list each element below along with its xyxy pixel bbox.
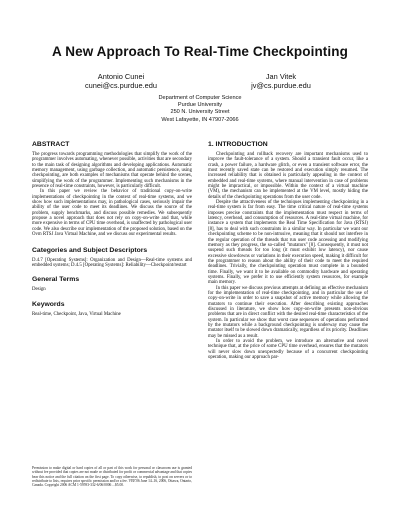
keywords-text: Real-time, Checkpoint, Java, Virtual Machine (32, 311, 121, 317)
affiliation-street: 250 N. University Street (170, 109, 230, 116)
general-terms-text: Design (32, 287, 46, 293)
affiliation-dept: Department of Computer Science (158, 95, 242, 101)
author-name: Jan Vitek (265, 72, 297, 81)
intro-paragraph: In order to avoid the problem, we introduce an alternative and novel technique that, at the price of some CPU time overhead, ensures that the mutators will never slow down unexpectedly because of a concurrent checkpointing operation, making our approach par- (208, 339, 368, 361)
author-block (62, 72, 180, 90)
affiliation-city: West Lafayette, IN 47907-2066 (161, 116, 239, 123)
right-column (208, 141, 368, 360)
keywords-heading: Keywords (32, 300, 65, 308)
introduction-heading: 1. INTRODUCTION (208, 141, 268, 148)
author-name: Antonio Cunei (97, 72, 145, 81)
affiliation (0, 95, 400, 124)
author-block (222, 72, 340, 90)
abstract-paragraph: The progress towards programming methodologies that simplify the work of the programmer involves automating, whenever possible, activities that are secondary to the main task of designing algorithms and developing applications. Automatic memory management, using garbage collection, and automatic persistence, using checkpointing, are both examples of mechanisms that operate behind the scenes, simplifying the work of the programmer. Implementing such mechanisms in the presence of real-time constraints, however, is particularly difficult. (32, 152, 192, 190)
intro-paragraph: In this paper we discuss previous attempts at defining an effective mechanism for the implementation of real-time checkpointing, and in particular the use of copy-on-write in order to save a snapshot of active memory while allowing the mutators to continue their execution. After describing existing approaches discussed in literature, we show how copy-on-write presents non-obvious problems that are in direct conflict with the desired real-time characteristics of the system. In particular we show that worst case sequences of operations performed by the mutators while a background checkpointing is underway may cause the mutator itself to be slowed down dramatically, regardless of its priority. Deadlines may be missed as a result. (208, 285, 368, 339)
abstract-heading: ABSTRACT (32, 141, 70, 148)
affiliation-univ: Purdue University (177, 102, 223, 109)
intro-paragraph: Despite the attractiveness of the techniques implementing checkpointing in a real-time system is far from easy. The time critical nature of real-time systems imposes precise constraints that the implementation must respect in terms of latency, overhead, and consumption of resources. A real-time virtual machine, for instance a system that implements the Real Time Specification for Java (RTSJ) [8], has to deal with such constraints in a similar way. In particular we want our checkpointing scheme to be non-intrusive, meaning that it should not interfere in the regular operation of the threads that run user code accessing and modifying memory as they progress, the so-called "mutators" [8]. Consequently, it must not suspend such threads for too long (it must exhibit low latency), nor cause excessive slowdowns or variations in their execution speed, making it difficult for the programmer to reason about the ability of their code to meet the required deadlines. Trivially, the checkpointing operation must complete in a bounded time. Finally, we want it to be available on commodity hardware and operating systems. Finally, we prefer it to use efficiently system resources, for example main memory. (208, 200, 368, 286)
left-column (32, 141, 192, 317)
author-email: cunei@cs.purdue.edu (84, 81, 157, 90)
abstract-paragraph: In this paper we review the behavior of traditional copy-on-write implementations of checkpointing in the context of real-time systems, and we show how such implementations may, in pathological cases, seriously impair the ability of the user code to meet its deadlines. We discuss the source of the problem, supply benchmarks, and discuss possible remedies. We subsequently propose a novel approach that does not rely on copy-on-write and that, while more expensive in terms of CPU time overhead, is unaffected by pathological user code. We also describe our implementation of the proposed solution, based on the Ovm RTSJ Java Virtual Machine, and we discuss our experimental results. (32, 189, 192, 238)
intro-paragraph: Checkpointing and rollback recovery are important mechanisms used to improve the fault-tolerance of a system. Should a transient fault occur, like a crash, a power failure, a hardware glitch, or even a transient software error, the most recently saved state can be restored and execution simply resumed. The increased reliability that is obtained is particularly appealing in the context of embedded and real-time systems, where manual intervention in case of problems might be impractical, or impossible. Within the context of a virtual machine (VM), the mechanism can be implemented at the VM level, mostly hiding the details of the checkpointing operations from the user code. (208, 152, 368, 200)
author-email: jv@cs.purdue.edu (251, 81, 311, 90)
categories-heading: Categories and Subject Descriptors (32, 246, 148, 254)
categories-text: D.4.7 [Operating Systems]: Organization and Design—Real-time systems and embedded systems; D.4.5 [Operating Systems]: Reliability—Checkpoint/restart (32, 257, 192, 268)
general-terms-heading: General Terms (32, 276, 80, 284)
copyright-footnote: Permission to make digital or hard copies of all or part of this work for personal or classroom use is granted without fee provided that copies are not made or distributed for profit or commercial advantage and that copies bear this notice and the full citation on the first page. To copy otherwise, to republish, to post on servers or to redistribute to lists, requires prior specific permission and/or a fee. VEE'06 June 14–16, 2006, Ottawa, Ontario, Canada. Copyright 2006 ACM 1-59593-332-6/06/0006 ...$5.00. (32, 466, 192, 488)
paper-title: A New Approach To Real-Time Checkpointing (52, 44, 348, 59)
